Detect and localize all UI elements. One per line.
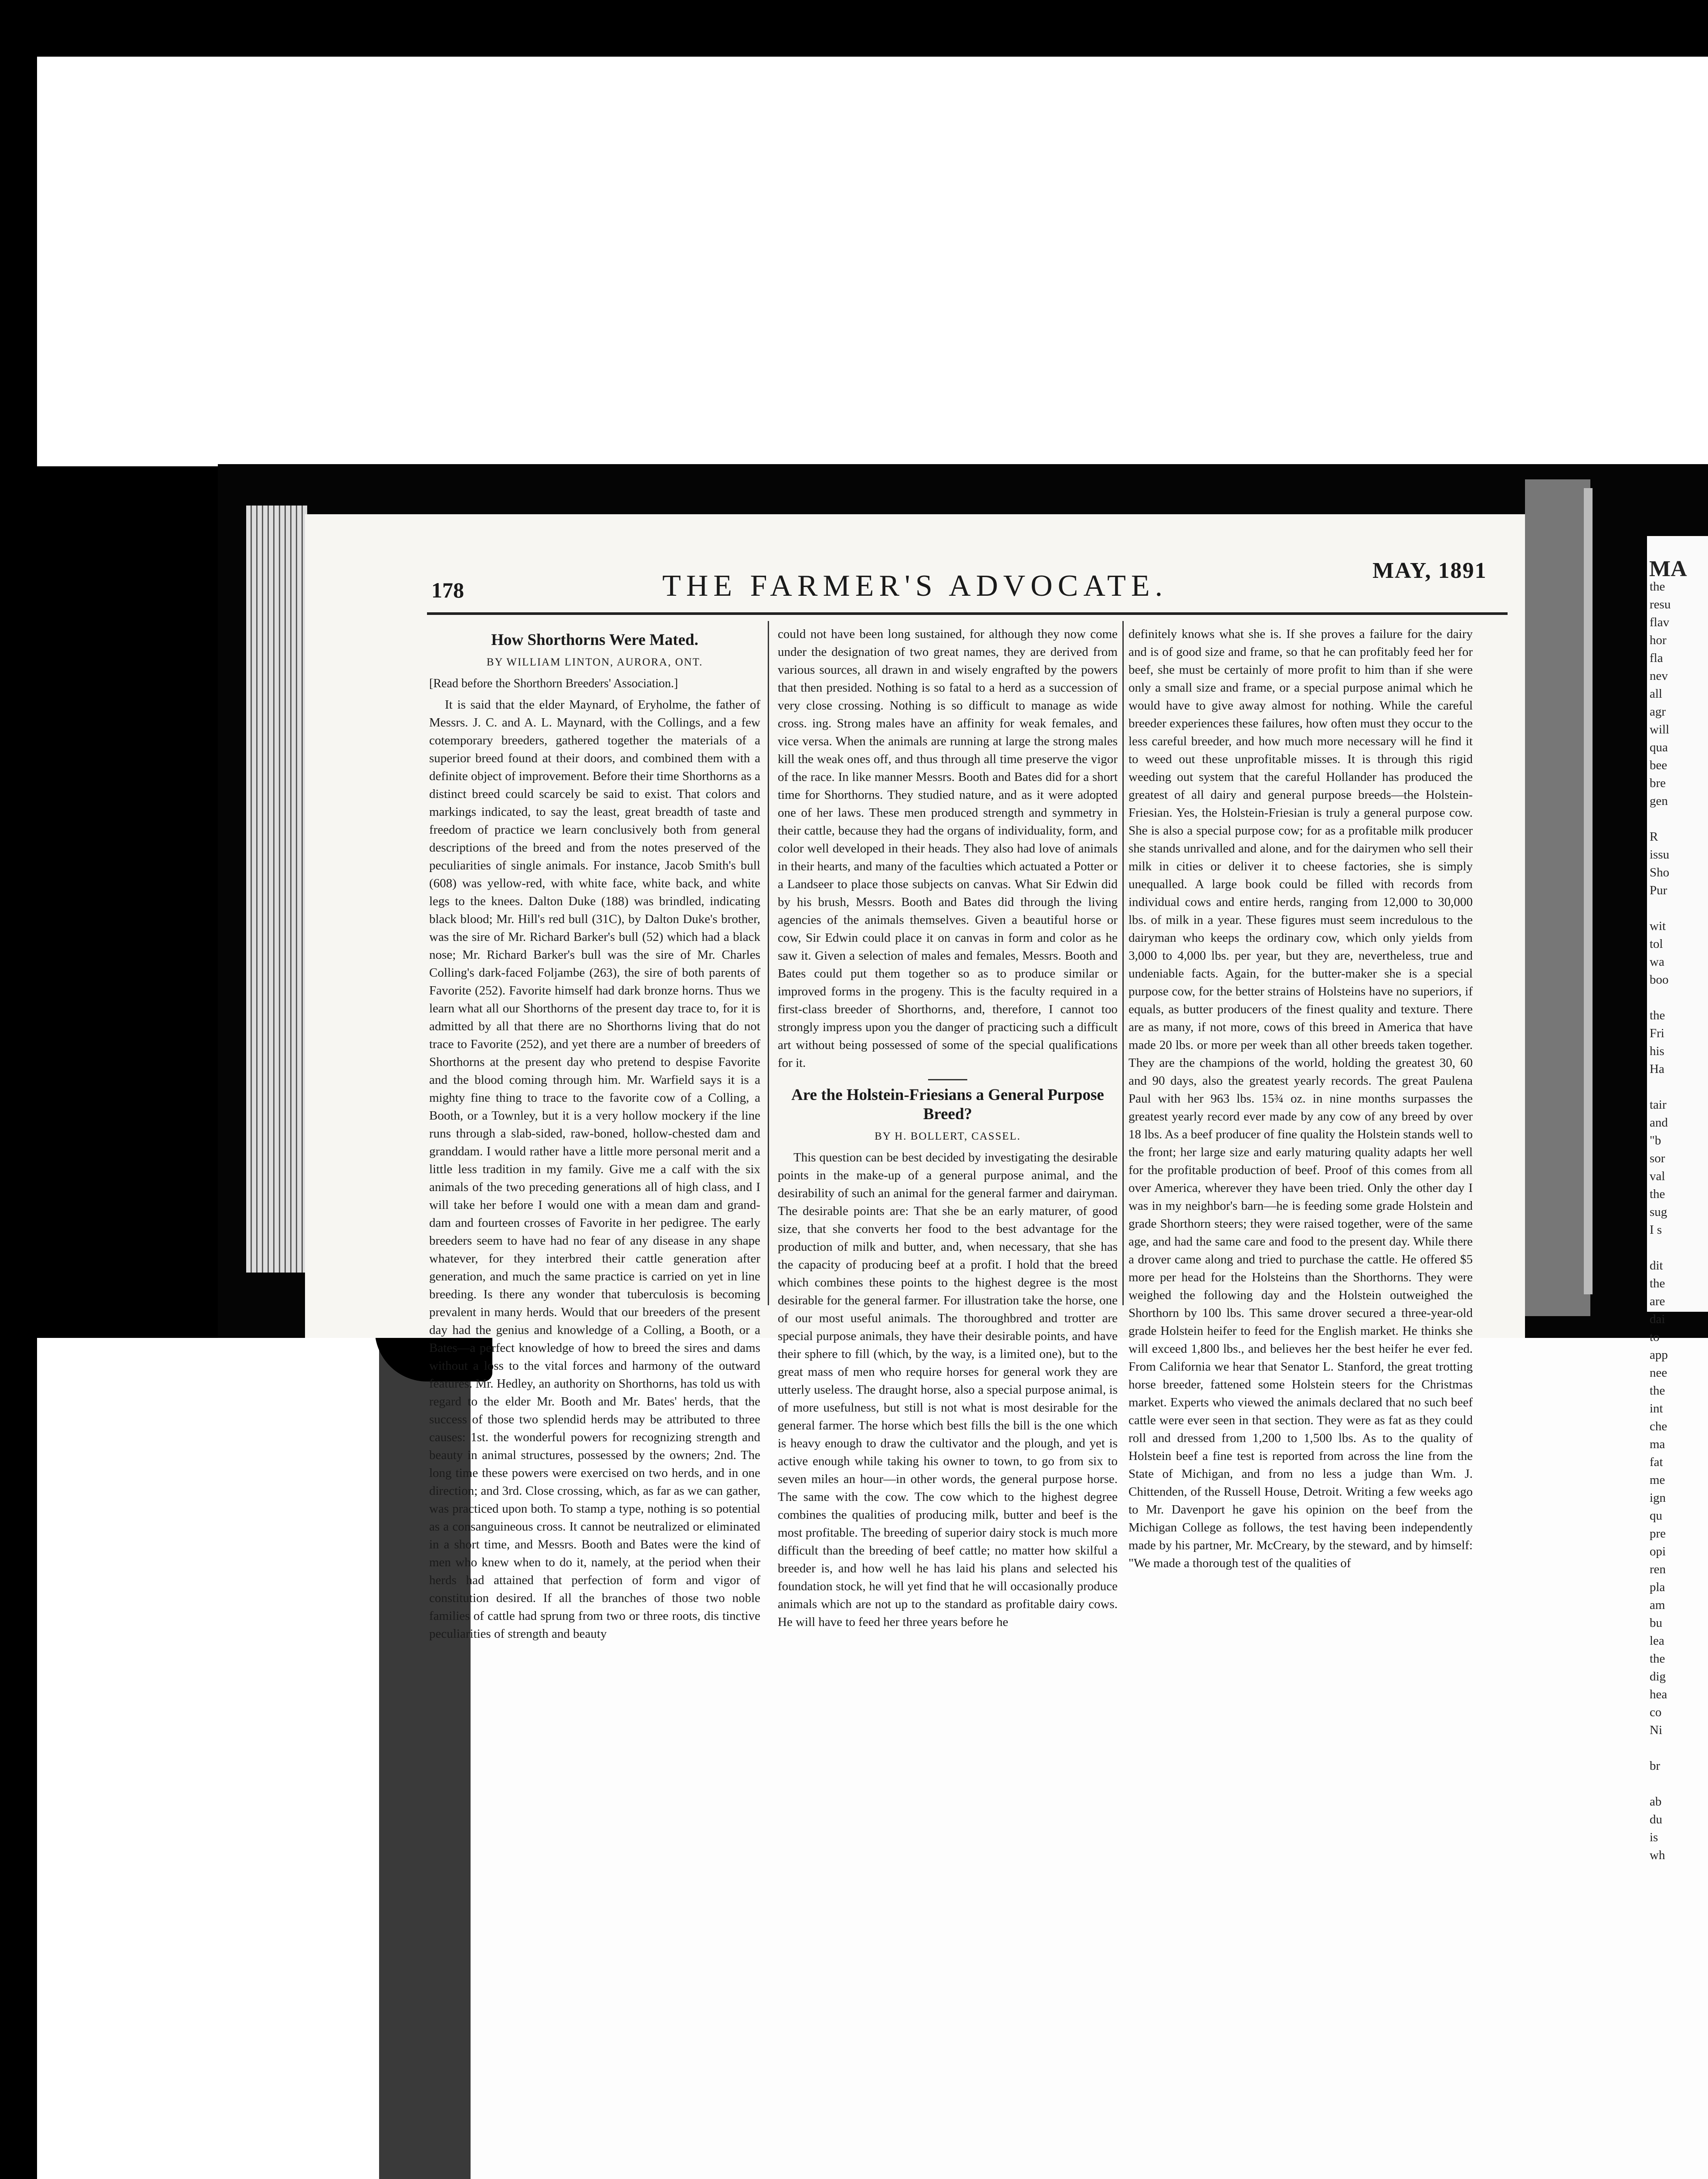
next-page-line: Ni <box>1650 1723 1662 1737</box>
next-page-header: MA <box>1649 557 1687 581</box>
section-divider <box>928 1079 967 1080</box>
next-page-line: tair <box>1650 1098 1667 1112</box>
next-page-line: and <box>1650 1116 1668 1130</box>
column-2 <box>778 625 1118 1629</box>
column-1 <box>429 625 760 1641</box>
next-page-line: boo <box>1650 973 1669 987</box>
next-page-line: int <box>1650 1402 1663 1415</box>
article-title: Are the Holstein-Friesians a General Purpose Breed? <box>791 1086 1104 1123</box>
next-page-line: bu <box>1650 1616 1662 1630</box>
next-page-line: br <box>1650 1759 1661 1773</box>
next-page-line: I s <box>1650 1223 1662 1237</box>
issue-date: MAY, 1891 <box>1372 558 1487 583</box>
next-page-line: the <box>1650 1384 1665 1398</box>
article-note: [Read before the Shorthorn Breeders' Association.] <box>429 677 678 690</box>
next-page-line: pre <box>1650 1527 1666 1541</box>
next-page-line <box>1647 810 1708 828</box>
next-page-line <box>1647 1739 1708 1757</box>
next-page-line <box>1647 989 1708 1007</box>
next-page-line <box>1647 899 1708 917</box>
next-page-line: Fri <box>1650 1026 1664 1040</box>
next-page-line: all <box>1650 687 1662 701</box>
next-page-line: the <box>1650 1652 1665 1666</box>
next-page-line: Pur <box>1650 883 1667 897</box>
next-page-line: is <box>1650 1830 1658 1844</box>
next-page-line: lea <box>1650 1634 1664 1648</box>
article-paragraph: It is said that the elder Maynard, of Eryholme, the father of Messrs. J. C. and A. L. Maynard, with the Collings, and a few cotemporary breeders, gathered together the materials of a superior breed found at their doors, and combined them with a definite object of improvement. Before their time Shorthorns as a distinct breed could scarcely be said to exist. That colors and markings indicated, to say the least, great breadth of taste and freedom of practice we learn conclusively both from general descriptions of the breed and from the notes preserved of the peculiarities of single animals. For instance, Jacob Smith's bull (608) was yellow-red, with white face, white back, and white legs to the knees. Dalton Duke (188) was brindled, indicating black blood; Mr. Hill's red bull (31C), by Dalton Duke's brother, was the sire of Mr. Richard Barker's bull (52) which had a black nose; Mr. Richard Barker's bull was the sire of Mr. Charles Colling's dark-faced Foljambe (263), the sire of both parents of Favorite (252). Favorite himself had dark bronze horns. Thus we learn what all our Shorthorns of the present day trace to, for it is admitted by all that there are no Shorthorns living that do not trace to Favorite (252), and yet there are a number of breeders of Shorthorns at the present day who pretend to despise Favorite and the blood coming through him. Mr. Warfield says it is a mighty fine thing to trace to the favorite cow of a Colling, a Booth, or a Townley, but it is a very hollow mockery if the line runs through a slab-sided, raw-boned, hollow-chested dam and granddam. I would rather have a little more personal merit and a little less tradition in my family. Give me a calf with the six animals of the two preceding generations all of high class, and I will take her before I would one with a mean dam and grand-dam and fourteen crosses of Favorite in her pedigree. The early breeders seem to have had no fear of any disease in any shape whatever, for they interbred their cattle generation after generation, and much the same practice is carried on yet in line breeding. Is there any wonder that tuberculosis is becoming prevalent in many herds. Would that our breeders of the present day had the genius and knowledge of a Colling, a Booth, or a Bates—a perfect knowledge of how to breed the sires and dams without a loss to the vital forces and harmony of the outward features. Mr. Hedley, an authority on Shorthorns, has told us with regard to the elder Mr. Booth and Mr. Bates' herds, that the success of those two splendid herds may be attributed to three causes: 1st. the wonderful powers for recognizing strength and beauty in animal structures, possessed by the owners; 2nd. The long time these powers were exercised on two herds, and in one direction; and 3rd. Close crossing, which, as far as we can gather, was practiced upon both. To stamp a type, nothing is so potential as a consanguineous cross. It cannot be neutralized or eliminated in a short time, and Messrs. Booth and Bates were the kind of men who knew when to do it, namely, at the period when their herds had attained that perfection of form and vigor of constitution desired. If all the branches of those two noble families of cattle had sprung from two or three roots, dis tinctive peculiarities of strength and beauty <box>429 698 760 1641</box>
next-page-line: dai <box>1650 1312 1665 1326</box>
next-page-line: qua <box>1650 740 1668 754</box>
next-page-line: are <box>1650 1294 1665 1308</box>
article-paragraph: could not have been long sustained, for although they now come under the designation of two great names, they are derived from various sources, all drawn in and wisely engrafted by the powers that then presided. Nothing is so fatal to a herd as a succession of very close crossing. Nothing is so difficult to manage as wide cross. ing. Strong males have an affinity for weak females, and vice versa. When the animals are running at large the strong males kill the weak ones off, and thus through all time preserve the vigor of the race. In like manner Messrs. Booth and Bates did for a short time for Shorthorns. They studied nature, and as it were adopted one of her laws. These men produced strength and symmetry in their cattle, because they had the organs of individuality, form, and color well developed in their heads. They also had love of animals in their hearts, and many of the faculties which actuated a Potter or a Landseer to place those subjects on canvas. What Sir Edwin did by his brush, Messrs. Booth and Bates did through the living agencies of the animals themselves. Given a beautiful horse or cow, Sir Edwin could place it on canvas in form and color as he saw it. Given a selection of males and females, Messrs. Booth and Bates could put them together so as to produce similar or improved forms in the progeny. This is the faculty required in a first-class breeder of Shorthorns, and, therefore, I cannot too strongly impress upon you the danger of practicing such a difficult art without being possessed of some of the special qualifications for it. <box>778 627 1118 1070</box>
next-page-line: pla <box>1650 1580 1665 1594</box>
next-page-line: resu <box>1650 597 1671 611</box>
header-rule <box>427 612 1508 615</box>
next-page-line: che <box>1650 1419 1667 1433</box>
next-page-line: agr <box>1650 705 1666 719</box>
next-page-line: gen <box>1650 794 1668 808</box>
next-page-line: bre <box>1650 776 1666 790</box>
next-page-line: ign <box>1650 1491 1666 1505</box>
next-page-line: hor <box>1650 633 1667 647</box>
column-rule <box>768 621 769 1305</box>
next-page-line: hea <box>1650 1687 1667 1701</box>
next-page-line: R <box>1650 830 1658 844</box>
next-page-line: wit <box>1650 919 1666 933</box>
next-page-text <box>1647 578 1708 1864</box>
next-page-line: "b <box>1650 1134 1661 1147</box>
next-page-line: nee <box>1650 1366 1667 1380</box>
next-page-line: the <box>1650 1187 1665 1201</box>
next-page-line: to <box>1650 1330 1660 1344</box>
next-page-line: issu <box>1650 848 1670 862</box>
next-page-line <box>1647 1239 1708 1257</box>
article-byline: BY WILLIAM LINTON, AURORA, ONT. <box>486 656 703 668</box>
next-page-line: the <box>1650 1008 1665 1022</box>
next-page-line: nev <box>1650 669 1668 683</box>
next-page-line: the <box>1650 1276 1665 1290</box>
column-3 <box>1128 625 1473 1570</box>
column-rule <box>1122 621 1124 1305</box>
next-page-line: qu <box>1650 1509 1662 1523</box>
next-page-line: will <box>1650 723 1670 737</box>
upper-margin <box>37 57 1708 466</box>
next-page-line: Ha <box>1650 1062 1664 1076</box>
next-page-line <box>1647 1775 1708 1793</box>
next-page-line: me <box>1650 1473 1665 1487</box>
next-page-line: his <box>1650 1044 1664 1058</box>
next-page-line: tol <box>1650 937 1663 951</box>
next-page-line: dig <box>1650 1670 1666 1683</box>
next-page-line: ma <box>1650 1437 1665 1451</box>
next-page-line: bee <box>1650 758 1667 772</box>
next-page-line: fla <box>1650 651 1663 665</box>
masthead: THE FARMER'S ADVOCATE. <box>662 569 1168 603</box>
next-page-line: du <box>1650 1812 1662 1826</box>
article-byline: BY H. BOLLERT, CASSEL. <box>874 1130 1021 1142</box>
next-page-line: flav <box>1650 615 1670 629</box>
next-page-line: am <box>1650 1598 1665 1612</box>
next-page-line: val <box>1650 1169 1665 1183</box>
next-page-line: Sho <box>1650 865 1670 879</box>
next-page-line: opi <box>1650 1544 1666 1558</box>
next-page-line: ren <box>1650 1562 1666 1576</box>
book-edge <box>1584 488 1593 1294</box>
page-number: 178 <box>431 578 464 602</box>
next-page-line: dit <box>1650 1259 1663 1273</box>
next-page-line: wa <box>1650 955 1664 969</box>
next-page-line <box>1647 1078 1708 1096</box>
next-page-line: ab <box>1650 1795 1662 1809</box>
next-page-line: sor <box>1650 1151 1665 1165</box>
next-page-line: co <box>1650 1705 1662 1719</box>
newspaper-page <box>305 514 1525 1641</box>
book-spine-shadow <box>1525 479 1590 1316</box>
page-edges <box>246 506 307 1273</box>
next-page-line: the <box>1650 580 1665 594</box>
next-page-edge <box>1647 536 1708 1862</box>
next-page-line: wh <box>1650 1848 1665 1862</box>
next-page-line: fat <box>1650 1455 1663 1469</box>
next-page-line: sug <box>1650 1205 1667 1219</box>
article-paragraph: definitely knows what she is. If she proves a failure for the dairy and is of good size and frame, so that he can profitably feed her for beef, she must be certainly of more profit to him than if she were only a small size and frame, or a special purpose animal which he would have to give away almost for nothing. While the careful breeder experiences these failures, how often must they occur to the less careful breeder, and how much more necessary will he find it to weed out these unprofitable misses. It is through this rigid weeding out system that the careful Hollander has produced the greatest of all dairy and general purpose breeds—the Holstein-Friesian. Yes, the Holstein-Friesian is truly a general purpose cow. She is also a special purpose cow; for as a profitable milk producer she stands unrivalled and alone, and for the dairymen who sell their milk in cities or deliver it to cheese factories, she is simply unequalled. A large book could be filled with records from individual cows and entire herds, ranging from 12,000 to 30,000 lbs. of milk in a year. These figures must seem incredulous to the dairyman who keeps the ordinary cow, which only yields from 3,000 to 4,000 lbs. per year, but they are, nevertheless, true and undeniable facts. Again, for the butter-maker she is a special purpose cow, for the better strains of Holsteins have no superiors, if equals, as butter producers of the finest quality and texture. There are as many, if not more, cows of this breed in America that have made 20 lbs. or more per week than all other breeds taken together. They are the champions of the world, holding the greatest 30, 60 and 90 days, also the greatest yearly records. The great Paulena Paul with her 963 lbs. 15¾ oz. in nine months surpasses the greatest yearly record ever made by any cow of any breed by over 18 lbs. As a beef producer of fine quality the Holstein stands well to the front; her large size and early maturing quality adapts her well for the profitable production of beef. Proof of this comes from all over America, wherever they have been tried. Only the other day I was in my neighbor's barn—he is feeding some grade Holstein and grade Shorthorn steers; they were raised together, were of the same age, and had the same care and food to the present day. While there a drover came along and tried to purchase the cattle. He offered $5 more per head for the Holsteins than the Shorthorns. They were weighed the following day and the Holstein outweighed the Shorthorn by 100 lbs. This same drover secured a three-year-old grade Holstein heifer to feed for the English market. He thinks she will exceed 1,800 lbs., and believes her the best heifer he ever fed. From California we hear that Senator L. Stanford, the great trotting horse breeder, fattened some Holstein steers for the Christmas market. Experts who viewed the animals declared that no such beef cattle were ever seen in that section. They were as fat as they could roll and dressed from 1,200 to 1,500 lbs. As to the quality of Holstein beef a fine test is reported from across the line from the State of Michigan, and from no less a judge than Wm. J. Chittenden, of the Russell House, Detroit. Writing a few weeks ago to Mr. Davenport he gave his opinion on the beef from the Michigan College as follows, the test having been independently made by his partner, Mr. McCreary, by the steward, and by himself: "We made a thorough test of the qualities of <box>1128 627 1473 1570</box>
article-title: How Shorthorns Were Mated. <box>491 631 698 649</box>
article-paragraph: This question can be best decided by investigating the desirable points in the make-up of a general purpose animal, and the desirability of such an animal for the general farmer and dairyman. The desirable points are: That she be an early maturer, of good size, that she converts her food to the best advantage for the production of milk and butter, and, when necessary, that she has the capacity of producing beef at a profit. I hold that the breed which combines these points to the highest degree is the most desirable for the general farmer. For illustration take the horse, one of our most useful animals. The thoroughbred and trotter are special purpose animals, they have their desirable points, and have their sphere to fill (which, by the way, is a limited one), but to the great mass of men who require horses for general work they are utterly useless. The draught horse, also a special purpose animal, is of more usefulness, but still is not what is most desirable for the general farmer. The horse which best fills the bill is the one which is heavy enough to draw the cultivator and the plough, and yet is active enough while taking his owner to town, to go from six to seven miles an hour—in other words, the general purpose horse. The same with the cow. The cow which to the highest degree combines the qualities of producing milk, butter and beef is the most profitable. The breeding of superior dairy stock is much more difficult than the breeding of beef cattle; no matter how skilful a breeder is, and how well he has laid his plans and selected his foundation stock, he will yet find that he will occasionally produce animals which are not up to the standard as profitable dairy cows. He will have to feed her three years before he <box>778 1151 1118 1629</box>
next-page-line: app <box>1650 1348 1668 1362</box>
